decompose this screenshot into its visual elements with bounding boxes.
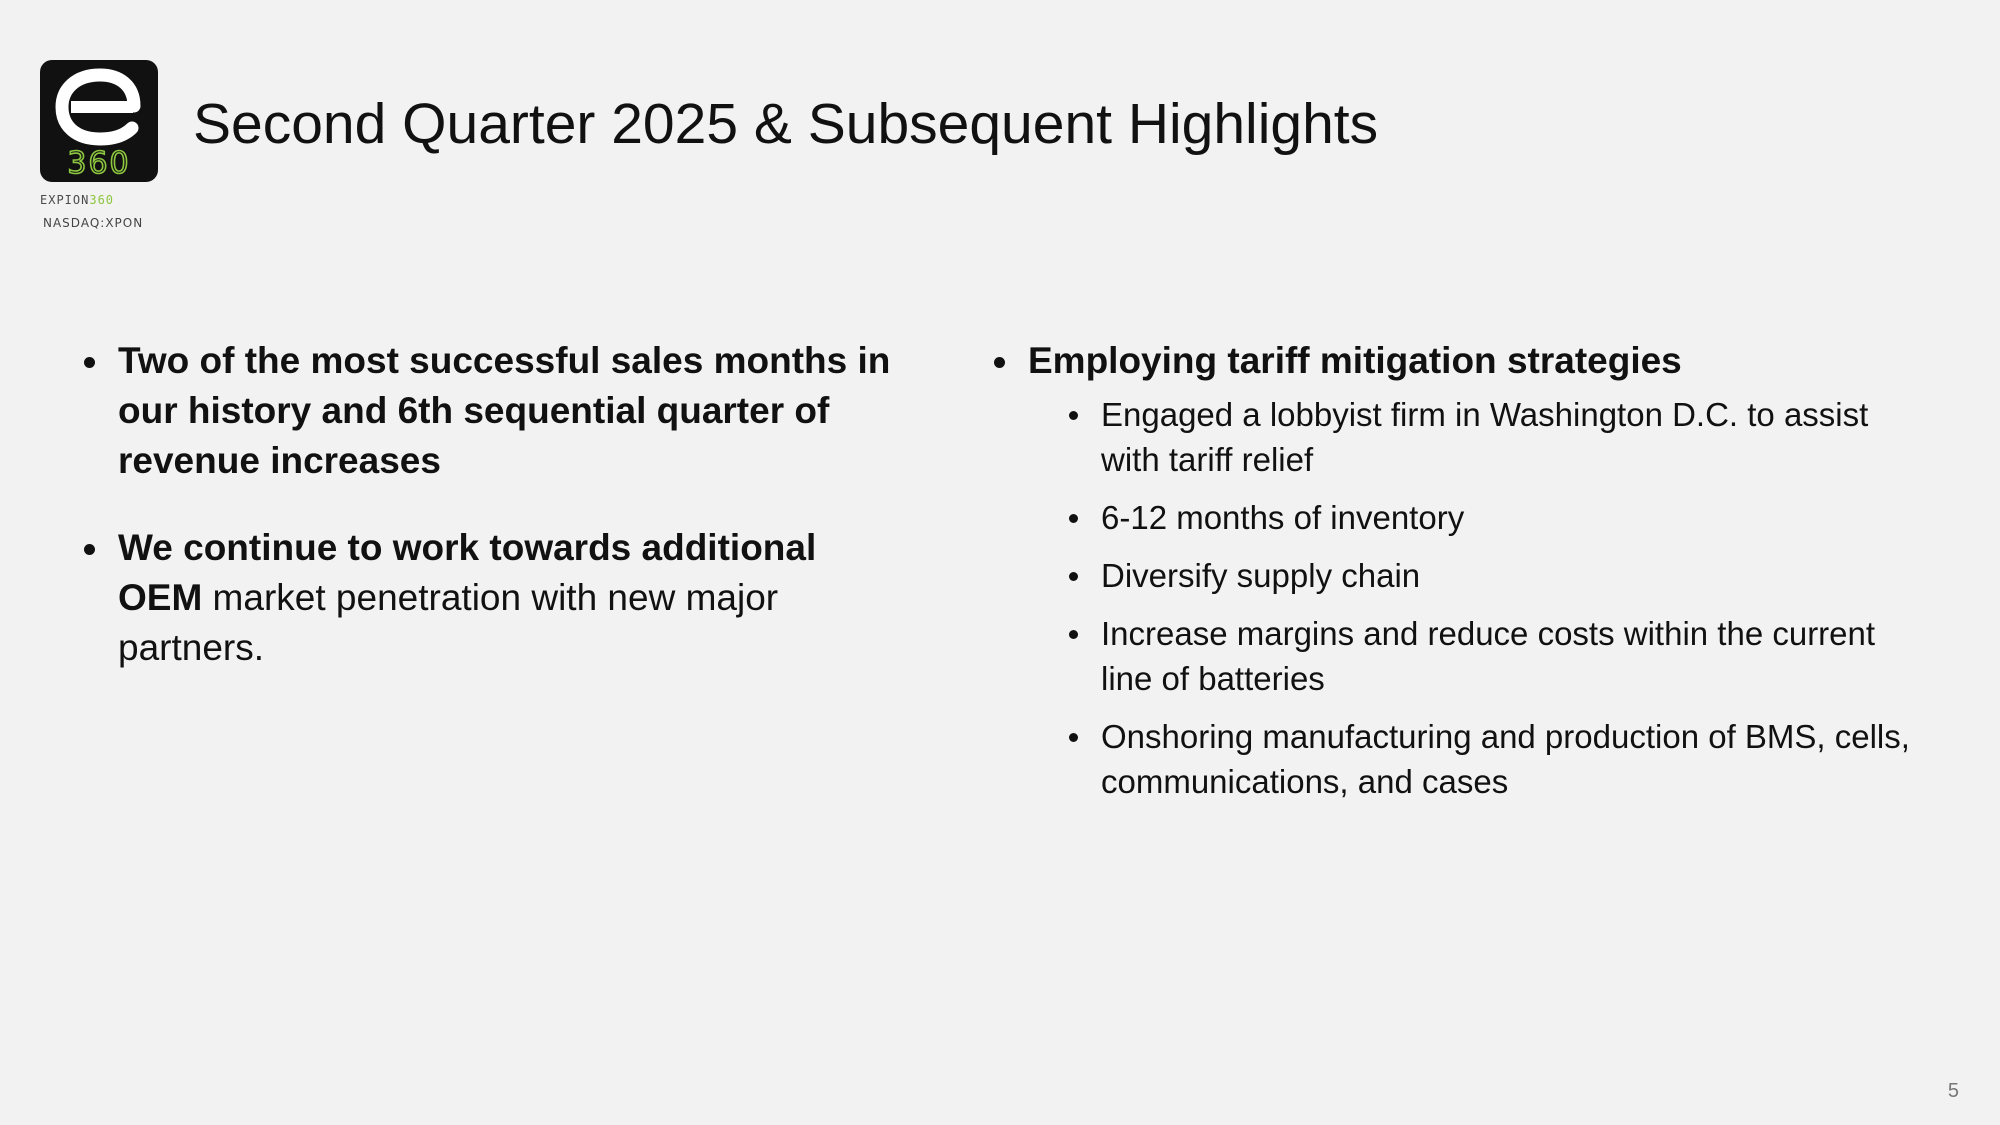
bullet-bold-text: Two of the most successful sales months in our history and 6th sequential quarter of revenue increases — [118, 340, 891, 481]
company-logo — [40, 60, 158, 182]
sub-bullet-item: Diversify supply chain — [1064, 553, 1910, 598]
bullet-normal-text: market penetration with new major partners. — [118, 577, 779, 668]
logo-numeral: 360 — [67, 146, 131, 181]
strategies-sub-list — [1028, 392, 1910, 804]
left-column — [80, 336, 910, 673]
strategies-heading: Employing tariff mitigation strategies — [1028, 340, 1682, 381]
brand-wordmark — [40, 193, 160, 207]
sub-bullet-item: 6-12 months of inventory — [1064, 495, 1910, 540]
left-bullet-item — [80, 523, 910, 673]
sub-bullet-item: Onshoring manufacturing and production of BMS, cells, communications, and cases — [1064, 714, 1910, 804]
left-bullet-list — [80, 336, 910, 673]
right-column — [990, 336, 1910, 804]
wordmark-expion: EXPION — [40, 193, 90, 207]
sub-bullet-item: Increase margins and reduce costs within the current line of batteries — [1064, 611, 1910, 701]
expion360-e-logo-icon — [40, 60, 158, 182]
wordmark-360: 360 — [89, 193, 115, 207]
stock-ticker: NASDAQ:XPON — [43, 216, 144, 230]
right-bullet-item — [990, 336, 1910, 804]
sub-bullet-item: Engaged a lobbyist firm in Washington D.C. to assist with tariff relief — [1064, 392, 1910, 482]
page-number: 5 — [1947, 1080, 1959, 1102]
bullet-bold-text: We continue to work towards additional OEM — [118, 527, 817, 618]
slide-title: Second Quarter 2025 & Subsequent Highlights — [193, 92, 1379, 156]
left-bullet-item — [80, 336, 910, 486]
right-bullet-list — [990, 336, 1910, 804]
